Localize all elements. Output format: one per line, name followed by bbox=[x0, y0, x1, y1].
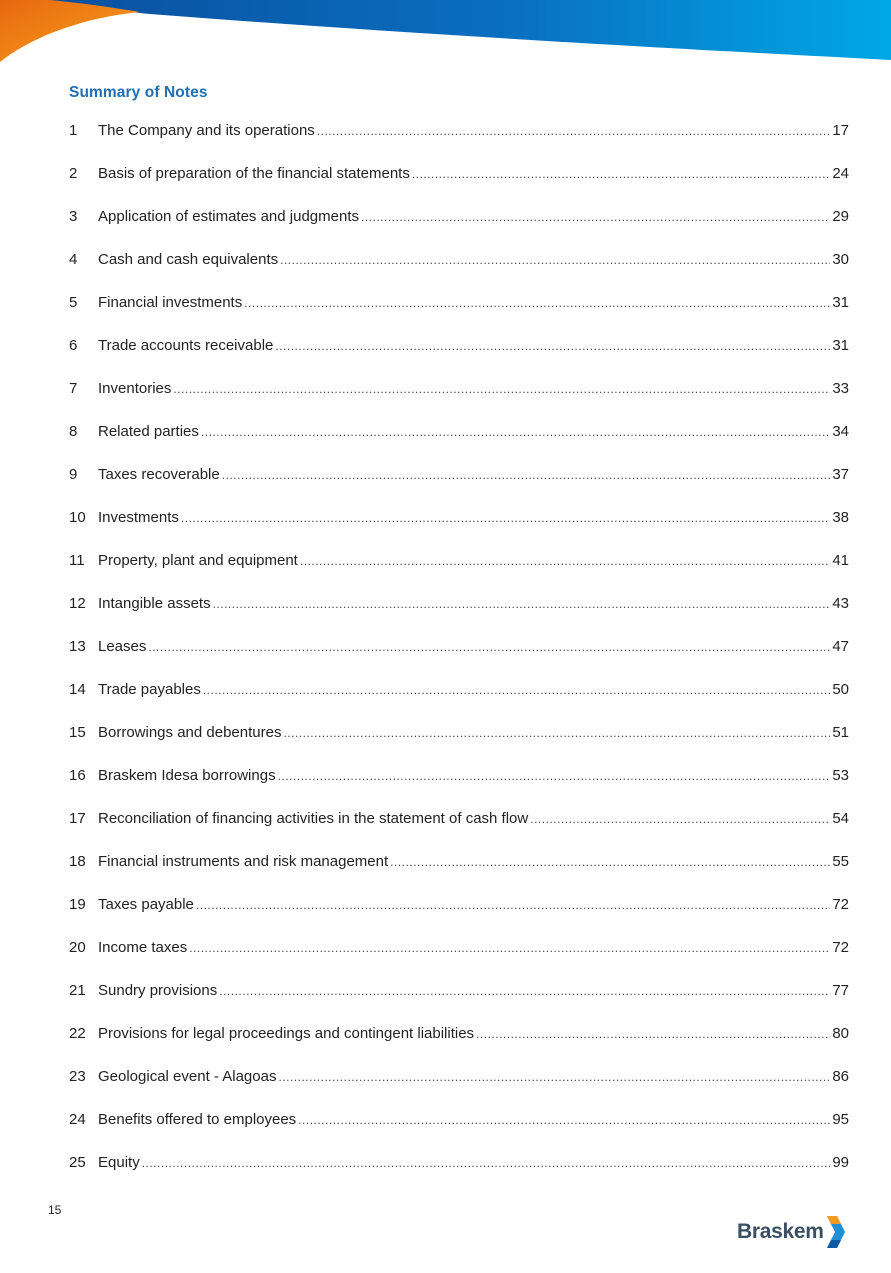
toc-entry-number: 5 bbox=[69, 294, 78, 311]
toc-entry-number: 16 bbox=[69, 767, 86, 784]
toc-entry-page: 54 bbox=[832, 810, 849, 827]
toc-entry-number: 8 bbox=[69, 423, 78, 440]
toc-entry-number: 21 bbox=[69, 982, 86, 999]
toc-dot-leader bbox=[173, 378, 830, 400]
toc-dot-leader bbox=[219, 980, 830, 1002]
toc-dot-leader bbox=[275, 335, 830, 357]
toc-entry[interactable] bbox=[69, 593, 849, 615]
toc-dot-leader bbox=[189, 937, 830, 959]
toc-entry-label: Leases bbox=[98, 638, 147, 655]
toc-dot-leader bbox=[298, 1109, 830, 1131]
toc-entry-page: 51 bbox=[832, 724, 849, 741]
toc-dot-leader bbox=[530, 808, 830, 830]
toc-entry-number: 13 bbox=[69, 638, 86, 655]
toc-entry-number: 18 bbox=[69, 853, 86, 870]
toc-entry-number: 10 bbox=[69, 509, 86, 526]
toc-entry-number: 24 bbox=[69, 1111, 86, 1128]
toc-entry[interactable] bbox=[69, 1152, 849, 1174]
toc-entry-page: 30 bbox=[832, 251, 849, 268]
toc-entry-page: 55 bbox=[832, 853, 849, 870]
toc-entry-label: Borrowings and debentures bbox=[98, 724, 282, 741]
toc-entry[interactable] bbox=[69, 550, 849, 572]
toc-entry-label: Equity bbox=[98, 1154, 140, 1171]
toc-dot-leader bbox=[222, 464, 831, 486]
page-title: Summary of Notes bbox=[69, 84, 208, 101]
toc-entry-number: 17 bbox=[69, 810, 86, 827]
toc-entry-label: Provisions for legal proceedings and contingent liabilities bbox=[98, 1025, 475, 1042]
toc-entry-label: Trade payables bbox=[98, 681, 201, 698]
toc-entry-label: Intangible assets bbox=[98, 595, 211, 612]
toc-dot-leader bbox=[201, 421, 830, 443]
toc-entry-page: 99 bbox=[832, 1154, 849, 1171]
toc-entry-label: Trade accounts receivable bbox=[98, 337, 274, 354]
toc-entry[interactable] bbox=[69, 808, 849, 830]
toc-entry-label: Financial instruments and risk management bbox=[98, 853, 389, 870]
toc-entry-number: 1 bbox=[69, 122, 78, 139]
toc-dot-leader bbox=[142, 1152, 831, 1174]
toc-entry-label: The Company and its operations bbox=[98, 122, 315, 139]
toc-entry[interactable] bbox=[69, 378, 849, 400]
toc-entry[interactable] bbox=[69, 1109, 849, 1131]
toc-entry-page: 72 bbox=[832, 939, 849, 956]
toc-dot-leader bbox=[181, 507, 830, 529]
toc-entry-page: 43 bbox=[832, 595, 849, 612]
toc-entry-label: Taxes recoverable bbox=[98, 466, 220, 483]
braskem-chevron-icon bbox=[825, 1216, 847, 1248]
toc-entry-page: 47 bbox=[832, 638, 849, 655]
toc-entry[interactable] bbox=[69, 722, 849, 744]
toc-dot-leader bbox=[213, 593, 831, 615]
toc-dot-leader bbox=[300, 550, 830, 572]
toc-entry-page: 29 bbox=[832, 208, 849, 225]
toc-dot-leader bbox=[317, 120, 831, 142]
toc-entry-label: Property, plant and equipment bbox=[98, 552, 298, 569]
toc-entry-label: Income taxes bbox=[98, 939, 188, 956]
toc-entry[interactable] bbox=[69, 464, 849, 486]
toc-dot-leader bbox=[476, 1023, 830, 1045]
toc-entry-page: 33 bbox=[832, 380, 849, 397]
toc-entry-page: 50 bbox=[832, 681, 849, 698]
toc-dot-leader bbox=[203, 679, 830, 701]
toc-dot-leader bbox=[278, 1066, 830, 1088]
toc-entry-page: 17 bbox=[832, 122, 849, 139]
toc-entry[interactable] bbox=[69, 636, 849, 658]
header-decoration bbox=[0, 0, 891, 70]
toc-entry-number: 19 bbox=[69, 896, 86, 913]
toc-entry-number: 3 bbox=[69, 208, 78, 225]
toc-entry-number: 4 bbox=[69, 251, 78, 268]
toc-entry-label: Taxes payable bbox=[98, 896, 194, 913]
toc-entry[interactable] bbox=[69, 335, 849, 357]
toc-entry-number: 11 bbox=[69, 552, 85, 569]
toc-entry-number: 2 bbox=[69, 165, 78, 182]
toc-entry-label: Financial investments bbox=[98, 294, 243, 311]
toc-entry[interactable] bbox=[69, 421, 849, 443]
toc-entry[interactable] bbox=[69, 679, 849, 701]
toc-entry-number: 22 bbox=[69, 1025, 86, 1042]
toc-entry-page: 37 bbox=[832, 466, 849, 483]
toc-entry-number: 15 bbox=[69, 724, 86, 741]
toc-entry-page: 86 bbox=[832, 1068, 849, 1085]
toc-entry-page: 34 bbox=[832, 423, 849, 440]
toc-entry-number: 6 bbox=[69, 337, 78, 354]
toc-entry[interactable] bbox=[69, 980, 849, 1002]
toc-dot-leader bbox=[278, 765, 831, 787]
toc-entry-number: 12 bbox=[69, 595, 86, 612]
toc-entry[interactable] bbox=[69, 163, 849, 185]
toc-entry-page: 95 bbox=[832, 1111, 849, 1128]
toc-entry-number: 23 bbox=[69, 1068, 86, 1085]
toc-entry-page: 77 bbox=[832, 982, 849, 999]
toc-entry-label: Inventories bbox=[98, 380, 172, 397]
toc-entry-label: Braskem Idesa borrowings bbox=[98, 767, 276, 784]
toc-dot-leader bbox=[283, 722, 830, 744]
toc-dot-leader bbox=[148, 636, 830, 658]
toc-entry-label: Sundry provisions bbox=[98, 982, 218, 999]
toc-dot-leader bbox=[280, 249, 830, 271]
toc-entry[interactable] bbox=[69, 765, 849, 787]
toc-dot-leader bbox=[412, 163, 830, 185]
toc-entry-page: 80 bbox=[832, 1025, 849, 1042]
toc-entry[interactable] bbox=[69, 851, 849, 873]
toc-entry-page: 31 bbox=[832, 337, 849, 354]
page-number: 15 bbox=[48, 1203, 62, 1217]
toc-entry-page: 41 bbox=[832, 552, 849, 569]
toc-entry-label: Benefits offered to employees bbox=[98, 1111, 297, 1128]
toc-entry-number: 7 bbox=[69, 380, 78, 397]
toc-dot-leader bbox=[244, 292, 830, 314]
toc-entry[interactable] bbox=[69, 292, 849, 314]
toc-entry-page: 24 bbox=[832, 165, 849, 182]
toc-entry[interactable] bbox=[69, 507, 849, 529]
toc-entry-number: 25 bbox=[69, 1154, 86, 1171]
toc-dot-leader bbox=[361, 206, 830, 228]
toc-entry-label: Basis of preparation of the financial statements bbox=[98, 165, 410, 182]
toc-entry-label: Geological event - Alagoas bbox=[98, 1068, 277, 1085]
toc-entry[interactable] bbox=[69, 1066, 849, 1088]
toc-entry-label: Related parties bbox=[98, 423, 199, 440]
logo-text: Braskem bbox=[737, 1220, 824, 1243]
toc-dot-leader bbox=[196, 894, 830, 916]
toc-entry[interactable] bbox=[69, 206, 849, 228]
toc-entry[interactable] bbox=[69, 120, 849, 142]
toc-entry-label: Investments bbox=[98, 509, 179, 526]
toc-entry[interactable] bbox=[69, 249, 849, 271]
toc-entry-label: Cash and cash equivalents bbox=[98, 251, 279, 268]
toc-entry-number: 20 bbox=[69, 939, 86, 956]
toc-entry-page: 53 bbox=[832, 767, 849, 784]
toc-entry[interactable] bbox=[69, 937, 849, 959]
toc-entry-page: 72 bbox=[832, 896, 849, 913]
toc-entry-label: Application of estimates and judgments bbox=[98, 208, 359, 225]
toc-entry-page: 38 bbox=[832, 509, 849, 526]
toc-entry-number: 9 bbox=[69, 466, 78, 483]
toc-entry-page: 31 bbox=[832, 294, 849, 311]
toc-entry-label: Reconciliation of financing activities in the statement of cash flow bbox=[98, 810, 529, 827]
toc-dot-leader bbox=[390, 851, 830, 873]
toc-entry[interactable] bbox=[69, 1023, 849, 1045]
toc-entry-number: 14 bbox=[69, 681, 86, 698]
toc-entry[interactable] bbox=[69, 894, 849, 916]
braskem-logo bbox=[737, 1215, 847, 1249]
